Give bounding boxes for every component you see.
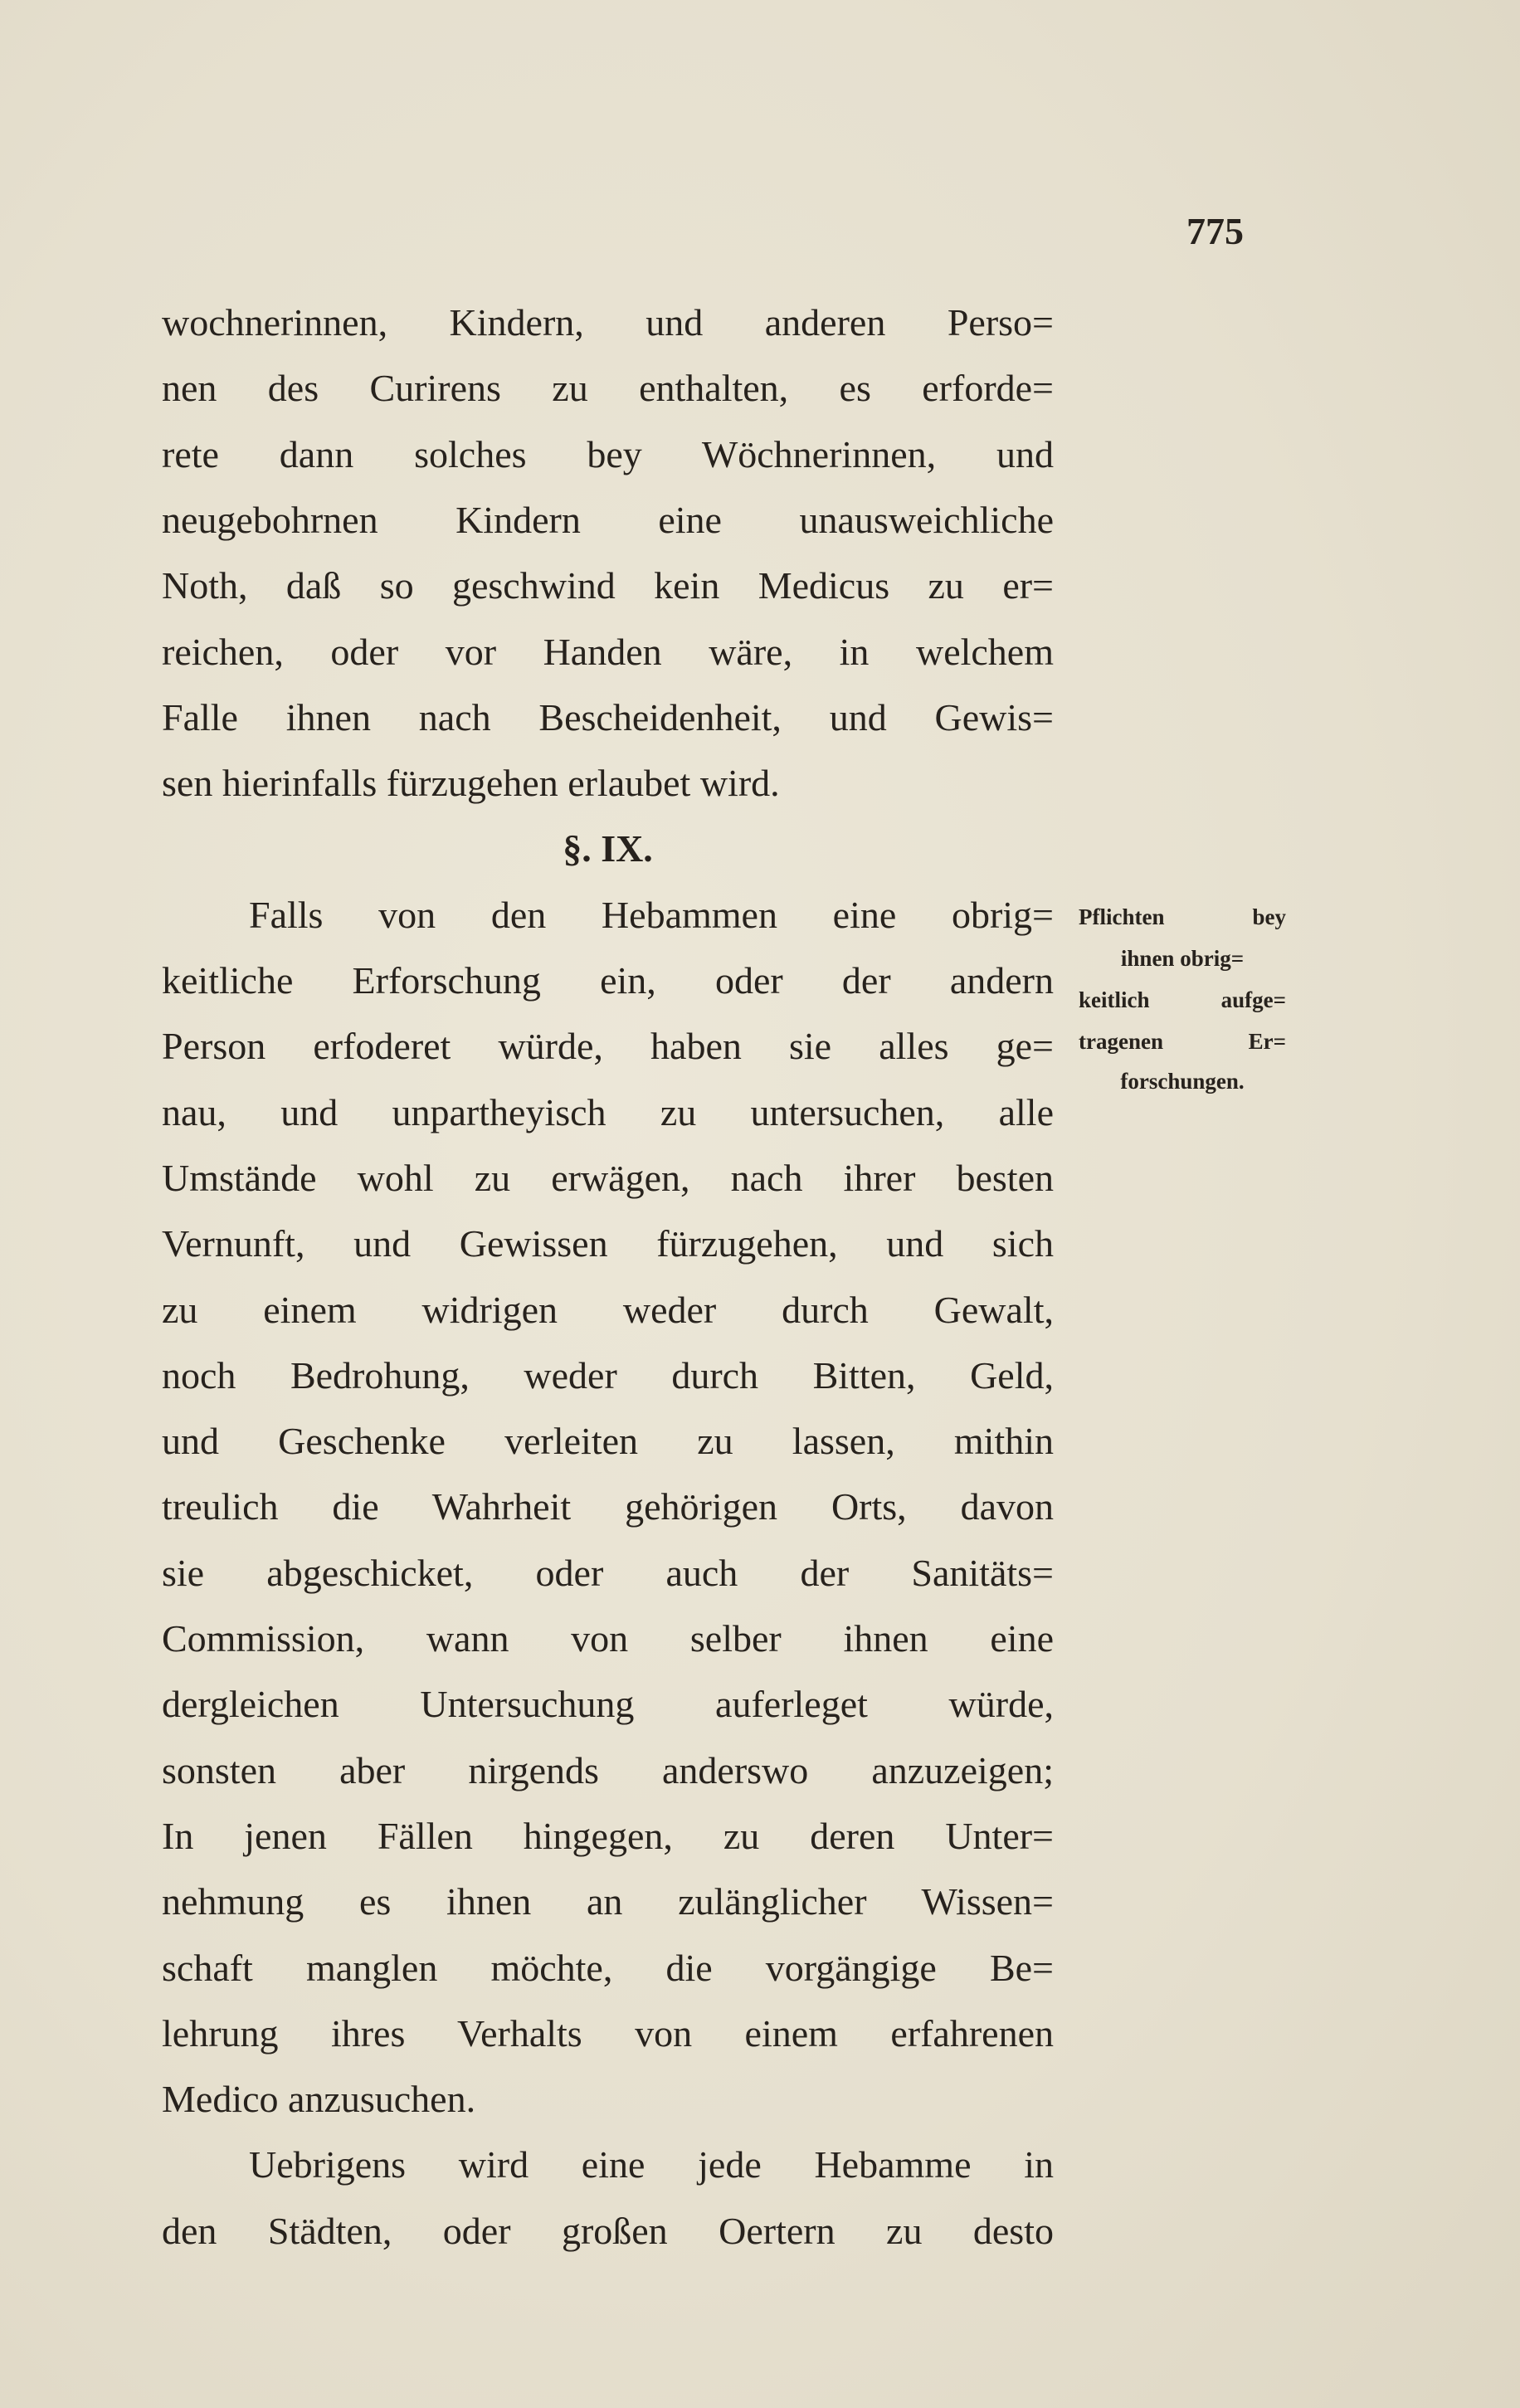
- text-line: [162, 1746, 1054, 1796]
- text-line: [162, 824, 1054, 874]
- text-line-content: und Geschenke verleiten zu lassen, mithin: [162, 1420, 1054, 1463]
- text-line-content: schaft manglen möchte, die vorgängige Be=: [162, 1946, 1054, 1989]
- page-number: 775: [1186, 210, 1244, 252]
- margin-note-line: Pflichten bey: [1079, 904, 1286, 929]
- text-line: [162, 1614, 1054, 1664]
- text-line-content: dergleichen Untersuchung auferleget würde,: [162, 1683, 1054, 1726]
- text-line: [249, 890, 1054, 940]
- text-line-content: Falls von den Hebammen eine obrig=: [249, 893, 1054, 936]
- text-line: [162, 1416, 1054, 1466]
- margin-note-line: keitlich aufge=: [1079, 987, 1286, 1012]
- text-line-content: In jenen Fällen hingegen, zu deren Unter=: [162, 1814, 1054, 1857]
- text-line: [162, 1021, 1054, 1071]
- text-line: [162, 1153, 1054, 1203]
- text-line-content: sie abgeschicket, oder auch der Sanitäts=: [162, 1551, 1054, 1594]
- text-line: [162, 627, 1054, 677]
- text-line: [162, 1877, 1054, 1927]
- text-line: [162, 1351, 1054, 1401]
- text-line-content: wochnerinnen, Kindern, und anderen Perso=: [162, 301, 1054, 344]
- text-line: [162, 1943, 1054, 1993]
- text-line-content: reichen, oder vor Handen wäre, in welchem: [162, 630, 1054, 673]
- text-line: [162, 2074, 1054, 2124]
- text-line: [162, 363, 1054, 413]
- text-line-content: nehmung es ihnen an zulänglicher Wissen=: [162, 1880, 1054, 1923]
- text-line-content: Uebrigens wird eine jede Hebamme in: [249, 2143, 1054, 2186]
- text-line-content: Vernunft, und Gewissen fürzugehen, und sich: [162, 1222, 1054, 1265]
- text-line: [162, 1482, 1054, 1532]
- text-line: [162, 430, 1054, 480]
- text-line-content: keitliche Erforschung ein, oder der andern: [162, 959, 1054, 1002]
- text-line-content: Person erfoderet würde, haben sie alles ge=: [162, 1025, 1054, 1068]
- text-line: [162, 1811, 1054, 1861]
- text-line-content: rete dann solches bey Wöchnerinnen, und: [162, 432, 1054, 475]
- margin-note-line: tragenen Er=: [1079, 1029, 1286, 1054]
- text-line-content: Umstände wohl zu erwägen, nach ihrer besten: [162, 1156, 1054, 1199]
- text-line-content: Commission, wann von selber ihnen eine: [162, 1617, 1054, 1660]
- text-line: [162, 298, 1054, 348]
- text-line: [162, 1679, 1054, 1729]
- text-line-content: nen des Curirens zu enthalten, es erforde=: [162, 367, 1054, 410]
- text-line: [162, 2206, 1054, 2256]
- text-line-content: §. IX.: [563, 827, 653, 870]
- text-line-content: neugebohrnen Kindern eine unausweichliche: [162, 498, 1054, 541]
- text-line: [162, 956, 1054, 1006]
- text-line: [162, 495, 1054, 545]
- margin-note-line: forschungen.: [1120, 1069, 1245, 1094]
- text-line: [162, 1548, 1054, 1598]
- text-line-content: noch Bedrohung, weder durch Bitten, Geld,: [162, 1353, 1054, 1397]
- text-line: [162, 1088, 1054, 1138]
- margin-note-line: ihnen obrig=: [1120, 946, 1245, 971]
- text-line-content: Falle ihnen nach Bescheidenheit, und Gewis=: [162, 695, 1054, 738]
- text-line: [162, 693, 1054, 743]
- text-line-content: sen hierinfalls fürzugehen erlaubet wird.: [162, 762, 780, 805]
- text-line-content: nau, und unpartheyisch zu untersuchen, alle: [162, 1090, 1054, 1133]
- text-line: [162, 561, 1054, 611]
- text-line-content: zu einem widrigen weder durch Gewalt,: [162, 1288, 1054, 1331]
- text-line: [162, 2009, 1054, 2059]
- text-line: [162, 1285, 1054, 1335]
- text-line-content: den Städten, oder großen Oertern zu desto: [162, 2209, 1054, 2252]
- text-line: [162, 1219, 1054, 1269]
- text-line-content: lehrung ihres Verhalts von einem erfahrenen: [162, 2011, 1054, 2055]
- text-line-content: Medico anzusuchen.: [162, 2078, 476, 2121]
- text-line-content: Noth, daß so geschwind kein Medicus zu er=: [162, 564, 1054, 607]
- text-line: [249, 2140, 1054, 2190]
- text-line-content: treulich die Wahrheit gehörigen Orts, davon: [162, 1485, 1054, 1528]
- text-line: [162, 758, 1054, 808]
- text-line-content: sonsten aber nirgends anderswo anzuzeigen;: [162, 1748, 1054, 1791]
